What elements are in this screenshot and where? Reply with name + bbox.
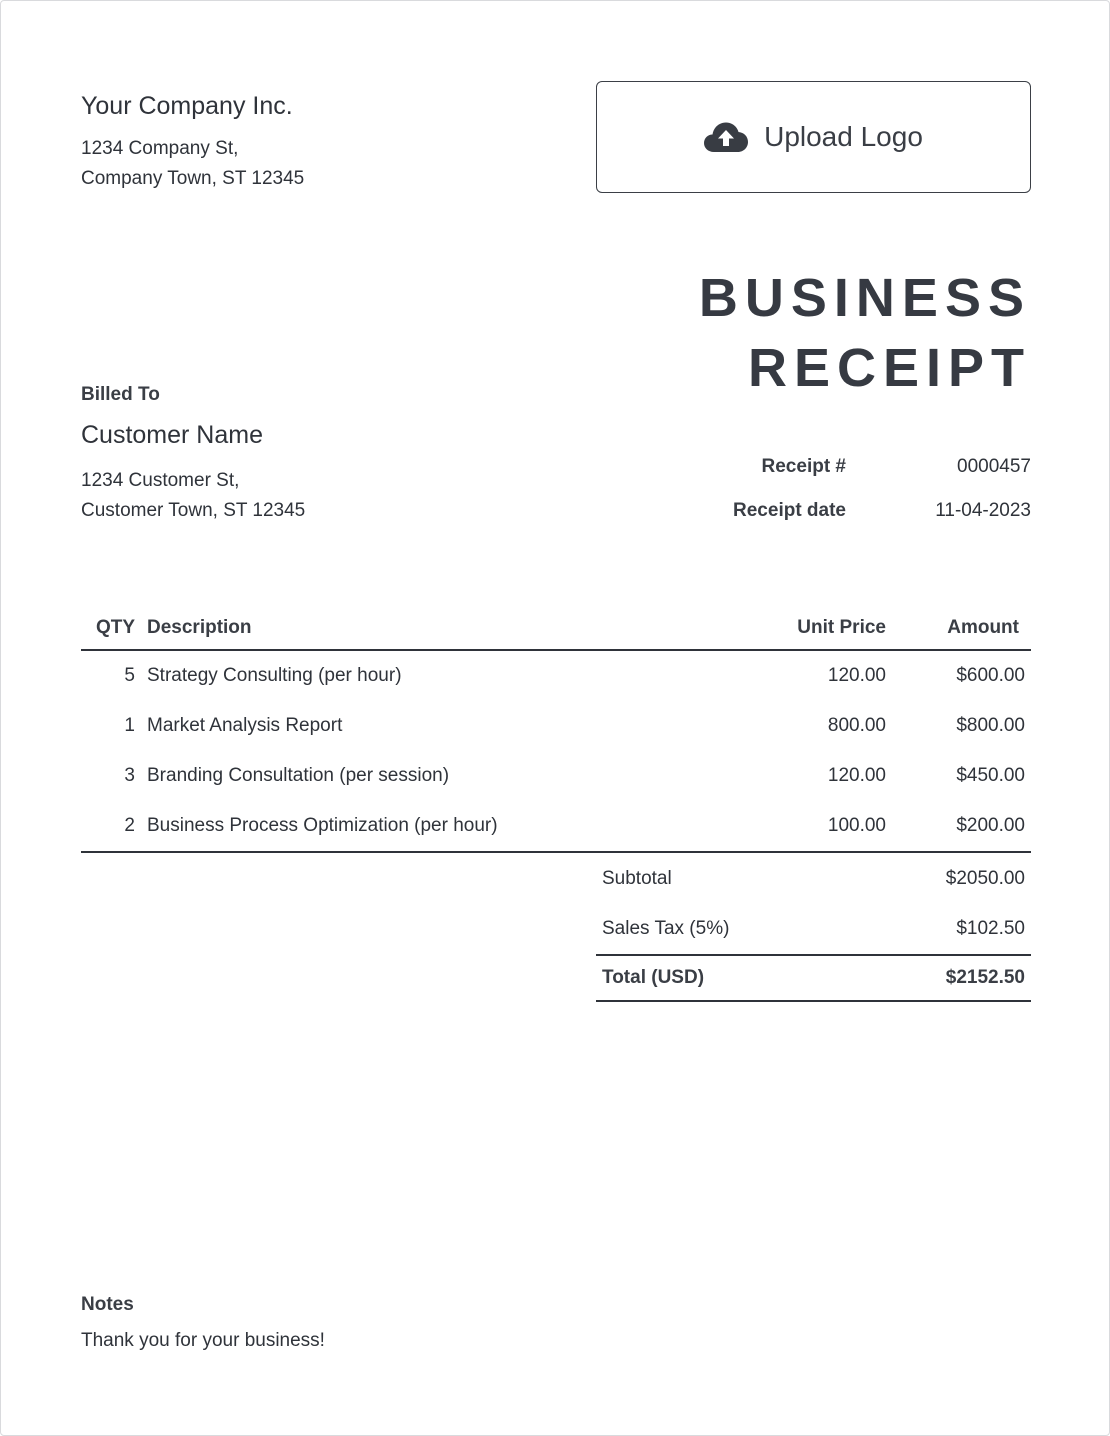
notes-label: Notes <box>81 1294 134 1315</box>
table-row <box>81 651 1031 701</box>
table-bottom-rule <box>81 851 1031 853</box>
subtotal-row <box>596 854 1031 904</box>
sales-tax-label: Sales Tax (5%) <box>602 918 730 939</box>
row-amount: $600.00 <box>956 665 1025 686</box>
row-amount: $200.00 <box>956 815 1025 836</box>
row-unit-price: 120.00 <box>827 665 886 686</box>
table-row <box>81 701 1031 751</box>
subtotal-label: Subtotal <box>602 868 672 889</box>
receipt-number-value: 0000457 <box>957 456 1031 477</box>
row-amount: $800.00 <box>956 715 1025 736</box>
billed-to-label: Billed To <box>81 384 160 405</box>
receipt-date-row <box>646 500 1031 522</box>
row-unit-price: 800.00 <box>827 715 886 736</box>
row-description: Strategy Consulting (per hour) <box>147 665 402 686</box>
receipt-number-row <box>646 456 1031 478</box>
row-unit-price: 120.00 <box>827 765 886 786</box>
receipt-date-label: Receipt date <box>733 500 846 521</box>
sales-tax-row <box>596 904 1031 954</box>
document-title-line2: RECEIPT <box>747 338 1031 398</box>
company-address-line1: 1234 Company St, <box>81 138 239 159</box>
company-address-line2: Company Town, ST 12345 <box>81 168 305 189</box>
row-description: Branding Consultation (per session) <box>147 765 450 786</box>
row-description: Business Process Optimization (per hour) <box>147 815 498 836</box>
table-row <box>81 801 1031 851</box>
row-qty: 5 <box>124 665 135 686</box>
sales-tax-value: $102.50 <box>956 918 1025 939</box>
header-description: Description <box>147 617 252 638</box>
receipt-date-value: 11-04-2023 <box>935 500 1031 521</box>
customer-address <box>81 466 305 526</box>
totals-section <box>596 854 1031 1002</box>
document-title <box>699 263 1031 403</box>
table-row <box>81 751 1031 801</box>
header-amount: Amount <box>947 617 1019 638</box>
upload-logo-label: Upload Logo <box>764 121 923 152</box>
total-value: $2152.50 <box>945 967 1025 988</box>
row-qty: 1 <box>124 715 135 736</box>
notes-text: Thank you for your business! <box>81 1330 325 1351</box>
line-items-table <box>81 607 1031 853</box>
company-name: Your Company Inc. <box>81 92 293 120</box>
receipt-number-label: Receipt # <box>761 456 846 477</box>
company-address <box>81 134 304 194</box>
cloud-upload-icon <box>704 121 748 153</box>
customer-name: Customer Name <box>81 421 263 449</box>
table-header <box>81 607 1031 651</box>
table-body <box>81 651 1031 851</box>
customer-address-line2: Customer Town, ST 12345 <box>81 500 306 521</box>
subtotal-value: $2050.00 <box>945 868 1025 889</box>
upload-logo-button[interactable] <box>596 81 1031 193</box>
total-label: Total (USD) <box>602 967 705 988</box>
total-row <box>596 954 1031 1002</box>
row-description: Market Analysis Report <box>147 715 343 736</box>
document-title-line1: BUSINESS <box>698 268 1031 328</box>
customer-address-line1: 1234 Customer St, <box>81 470 240 491</box>
row-qty: 2 <box>124 815 135 836</box>
header-unit-price: Unit Price <box>797 617 886 638</box>
row-unit-price: 100.00 <box>827 815 886 836</box>
header-qty: QTY <box>95 617 135 638</box>
row-amount: $450.00 <box>956 765 1025 786</box>
row-qty: 3 <box>124 765 135 786</box>
